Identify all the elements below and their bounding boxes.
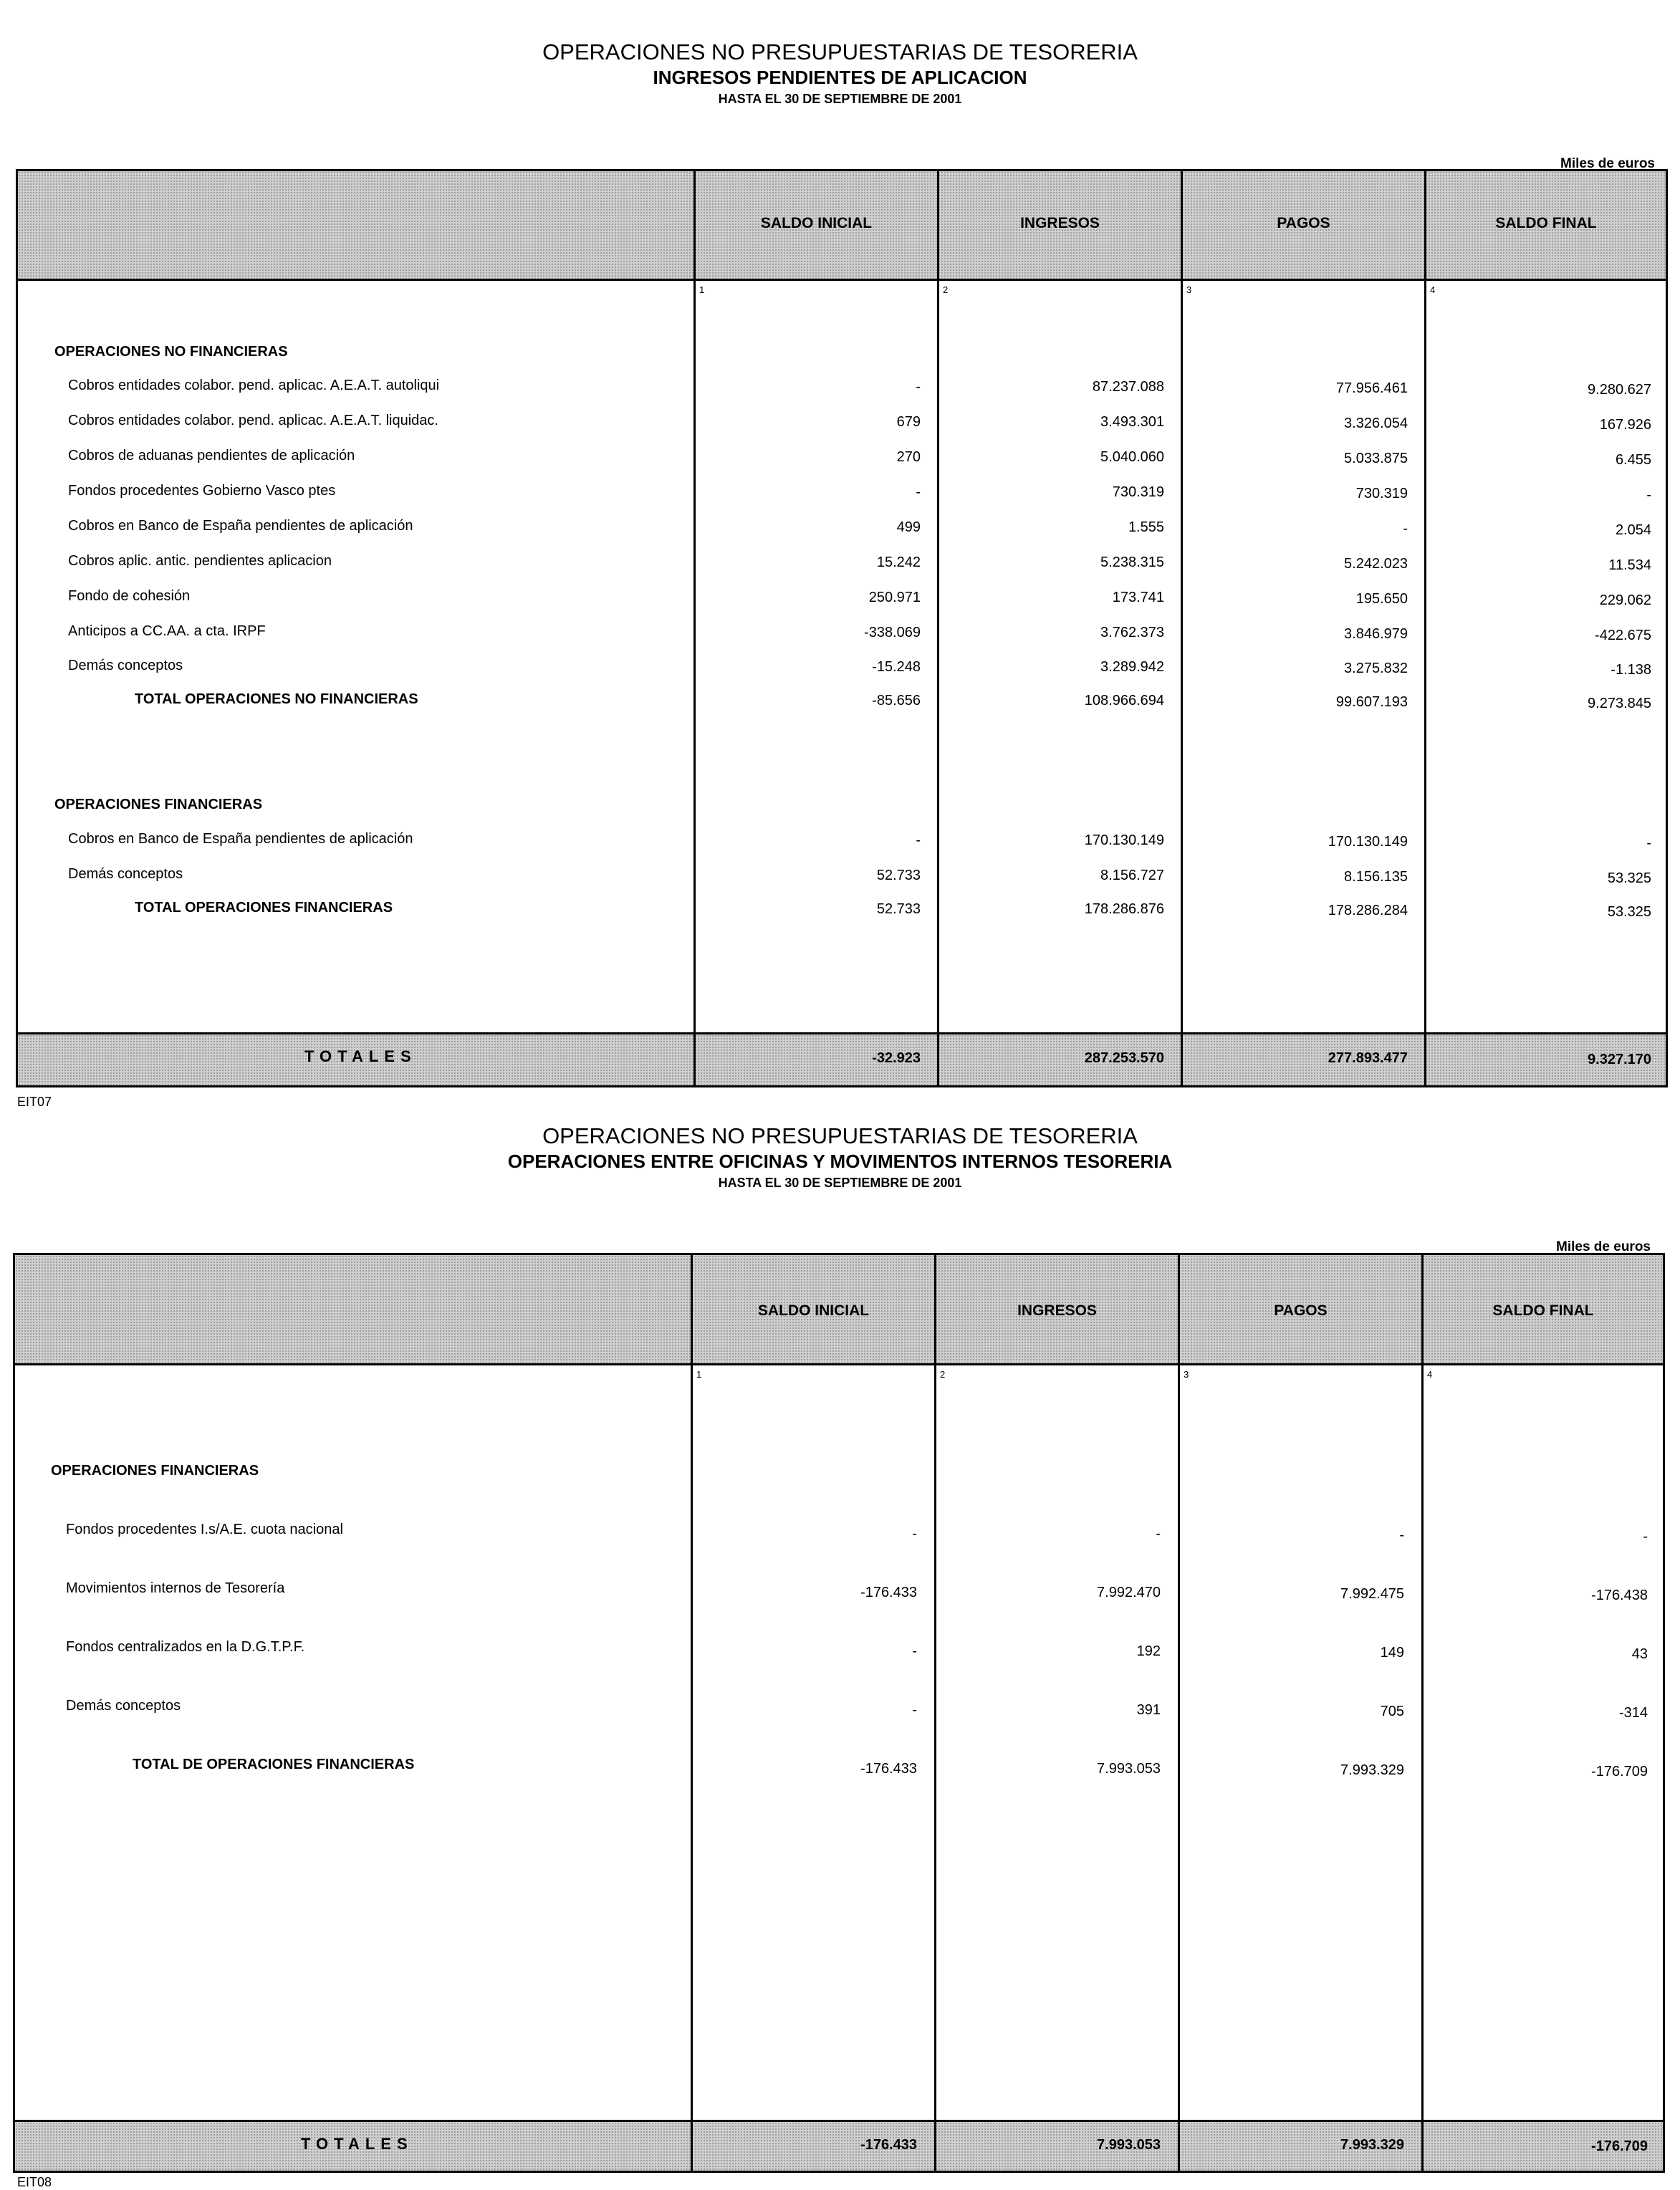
row-value: 3.289.942 <box>1100 659 1164 675</box>
row-value: -1.138 <box>1611 662 1651 678</box>
total-row-value: -176.433 <box>860 1761 917 1777</box>
table2-col-pagos: PAGOS <box>1274 1302 1328 1319</box>
row-value: - <box>916 484 921 500</box>
table1-colnum-2: 2 <box>943 284 949 295</box>
total-row-value: 178.286.284 <box>1328 903 1408 918</box>
row-value: - <box>1156 1526 1161 1542</box>
row-value: 705 <box>1380 1704 1404 1719</box>
row-value: -338.069 <box>864 625 921 640</box>
row-label: Cobros aplic. antic. pendientes aplicacion <box>68 553 332 569</box>
row-value: 229.062 <box>1599 592 1651 608</box>
table1-period: HASTA EL 30 DE SEPTIEMBRE DE 2001 <box>718 92 962 106</box>
row-value: 3.846.979 <box>1344 626 1408 642</box>
row-value: 5.033.875 <box>1344 451 1408 466</box>
row-value: 730.319 <box>1355 486 1408 501</box>
row-value: -176.433 <box>860 1585 917 1600</box>
table1-col-pagos: PAGOS <box>1277 215 1330 231</box>
total-row-value: 52.733 <box>876 901 921 917</box>
row-value: -422.675 <box>1595 628 1651 643</box>
row-value: 3.493.301 <box>1100 414 1164 430</box>
total-row-value: 99.607.193 <box>1335 694 1408 710</box>
table1-colnum-3: 3 <box>1186 284 1192 295</box>
table2-colnum-1: 1 <box>696 1369 702 1380</box>
row-value: 53.325 <box>1607 870 1651 886</box>
row-value: 170.130.149 <box>1328 834 1408 850</box>
row-value: 149 <box>1380 1645 1404 1661</box>
table2-totals-label: TOTALES <box>301 2135 413 2153</box>
table2-period: HASTA EL 30 DE SEPTIEMBRE DE 2001 <box>718 1176 962 1190</box>
table1-units: Miles de euros <box>1560 156 1655 171</box>
row-label: Cobros entidades colabor. pend. aplicac. A.E.A.T. liquidac. <box>68 413 438 428</box>
table1-colnum-4: 4 <box>1430 284 1436 295</box>
row-value: 8.156.135 <box>1344 869 1408 885</box>
table1-total-saldo-final: 9.327.170 <box>1588 1052 1651 1067</box>
table2-total-saldo-inicial: -176.433 <box>860 2137 917 2153</box>
total-row-value: 108.966.694 <box>1084 693 1164 709</box>
table2-code: EIT08 <box>17 2175 52 2189</box>
total-row-value: -85.656 <box>872 693 921 709</box>
row-value: 167.926 <box>1599 417 1651 433</box>
row-value: 5.040.060 <box>1100 449 1164 465</box>
row-value: - <box>1399 1527 1404 1543</box>
row-value: 43 <box>1631 1646 1648 1662</box>
table1-col-ingresos: INGRESOS <box>1020 215 1100 231</box>
row-label: Fondo de cohesión <box>68 588 191 604</box>
table1-col-saldo-inicial: SALDO INICIAL <box>760 215 873 231</box>
row-value: 15.242 <box>876 554 921 570</box>
row-value: 3.275.832 <box>1344 661 1408 676</box>
row-label: Cobros en Banco de España pendientes de aplicación <box>68 831 413 847</box>
row-label: Cobros entidades colabor. pend. aplicac. A.E.A.T. autoliqui <box>68 378 440 393</box>
row-value: 77.956.461 <box>1335 380 1408 396</box>
row-value: 195.650 <box>1355 591 1408 607</box>
row-value: 7.992.470 <box>1097 1585 1161 1600</box>
table2-colnum-3: 3 <box>1184 1369 1189 1380</box>
total-row-value: 7.993.053 <box>1097 1761 1161 1777</box>
table2-total-saldo-final: -176.709 <box>1591 2138 1648 2154</box>
row-value: 250.971 <box>868 590 921 605</box>
total-row-value: -176.709 <box>1591 1764 1648 1780</box>
table1-totals-label: TOTALES <box>304 1047 417 1065</box>
row-value: - <box>912 1702 917 1718</box>
row-label: Fondos procedentes Gobierno Vasco ptes <box>68 483 336 499</box>
row-value: 730.319 <box>1112 484 1164 500</box>
row-value: 170.130.149 <box>1084 832 1164 848</box>
row-value: 679 <box>896 414 921 430</box>
total-row-value: 53.325 <box>1607 904 1651 920</box>
row-value: -314 <box>1618 1705 1648 1721</box>
table2-colnum-2: 2 <box>940 1369 946 1380</box>
total-row-value: 9.273.845 <box>1588 696 1651 711</box>
row-value: -15.248 <box>872 659 921 675</box>
row-value: 3.762.373 <box>1100 625 1164 640</box>
row-label: Fondos procedentes I.s/A.E. cuota nacional <box>66 1522 343 1537</box>
row-value: 173.741 <box>1112 590 1164 605</box>
table2-col-saldo-final: SALDO FINAL <box>1492 1302 1594 1319</box>
table1-total-saldo-inicial: -32.923 <box>872 1050 921 1066</box>
section-heading: OPERACIONES NO FINANCIERAS <box>54 344 288 360</box>
table1-title: OPERACIONES NO PRESUPUESTARIAS DE TESORERIA <box>542 39 1138 64</box>
total-row-label: TOTAL OPERACIONES NO FINANCIERAS <box>135 691 418 707</box>
row-label: Cobros de aduanas pendientes de aplicación <box>68 448 355 464</box>
table1-subtitle: INGRESOS PENDIENTES DE APLICACION <box>653 67 1027 88</box>
row-value: 52.733 <box>876 868 921 883</box>
total-row-value: 178.286.876 <box>1084 901 1164 917</box>
row-value: 2.054 <box>1615 522 1651 538</box>
table2-colnum-4: 4 <box>1427 1369 1433 1380</box>
row-label: Anticipos a CC.AA. a cta. IRPF <box>68 623 266 639</box>
row-value: 8.156.727 <box>1100 868 1164 883</box>
table1-code: EIT07 <box>17 1095 52 1109</box>
row-value: 9.280.627 <box>1588 382 1651 398</box>
row-value: 3.326.054 <box>1344 416 1408 431</box>
row-value: - <box>916 832 921 848</box>
total-row-label: TOTAL DE OPERACIONES FINANCIERAS <box>133 1757 415 1772</box>
table2-subtitle: OPERACIONES ENTRE OFICINAS Y MOVIMENTOS INTERNOS TESORERIA <box>507 1151 1173 1172</box>
row-value: 87.237.088 <box>1092 379 1164 395</box>
table2-col-ingresos: INGRESOS <box>1017 1302 1097 1319</box>
row-value: 1.555 <box>1128 519 1164 535</box>
row-value: - <box>1646 835 1651 851</box>
section-heading: OPERACIONES FINANCIERAS <box>54 797 263 812</box>
row-value: - <box>1646 487 1651 503</box>
row-value: 6.455 <box>1615 452 1651 468</box>
table1-total-ingresos: 287.253.570 <box>1084 1050 1164 1066</box>
table2-total-pagos: 7.993.329 <box>1340 2137 1404 2153</box>
row-label: Movimientos internos de Tesorería <box>66 1580 285 1596</box>
row-value: 7.992.475 <box>1340 1586 1404 1602</box>
row-label: Demás conceptos <box>68 658 183 673</box>
row-value: 391 <box>1136 1702 1161 1718</box>
row-value: - <box>1643 1529 1648 1545</box>
total-row-label: TOTAL OPERACIONES FINANCIERAS <box>135 900 393 916</box>
row-value: - <box>912 1643 917 1659</box>
table2-units: Miles de euros <box>1556 1239 1651 1254</box>
row-value: 499 <box>896 519 921 535</box>
row-value: 270 <box>896 449 921 465</box>
table1-colnum-1: 1 <box>699 284 705 295</box>
row-label: Demás conceptos <box>68 866 183 882</box>
section-heading: OPERACIONES FINANCIERAS <box>51 1463 259 1479</box>
row-value: 5.238.315 <box>1100 554 1164 570</box>
row-value: -176.438 <box>1591 1588 1648 1603</box>
row-label: Demás conceptos <box>66 1698 181 1714</box>
table1-col-saldo-final: SALDO FINAL <box>1495 215 1597 231</box>
row-value: - <box>912 1526 917 1542</box>
row-value: 5.242.023 <box>1344 556 1408 572</box>
row-value: 11.534 <box>1608 557 1651 573</box>
row-value: - <box>1403 521 1408 537</box>
row-value: - <box>916 379 921 395</box>
table2-title: OPERACIONES NO PRESUPUESTARIAS DE TESORERIA <box>542 1123 1138 1148</box>
row-label: Fondos centralizados en la D.G.T.P.F. <box>66 1639 305 1655</box>
total-row-value: 7.993.329 <box>1340 1762 1404 1778</box>
table2-total-ingresos: 7.993.053 <box>1097 2137 1161 2153</box>
table2-col-saldo-inicial: SALDO INICIAL <box>757 1302 870 1319</box>
table1-total-pagos: 277.893.477 <box>1328 1050 1408 1066</box>
row-value: 192 <box>1136 1643 1161 1659</box>
row-label: Cobros en Banco de España pendientes de aplicación <box>68 518 413 534</box>
